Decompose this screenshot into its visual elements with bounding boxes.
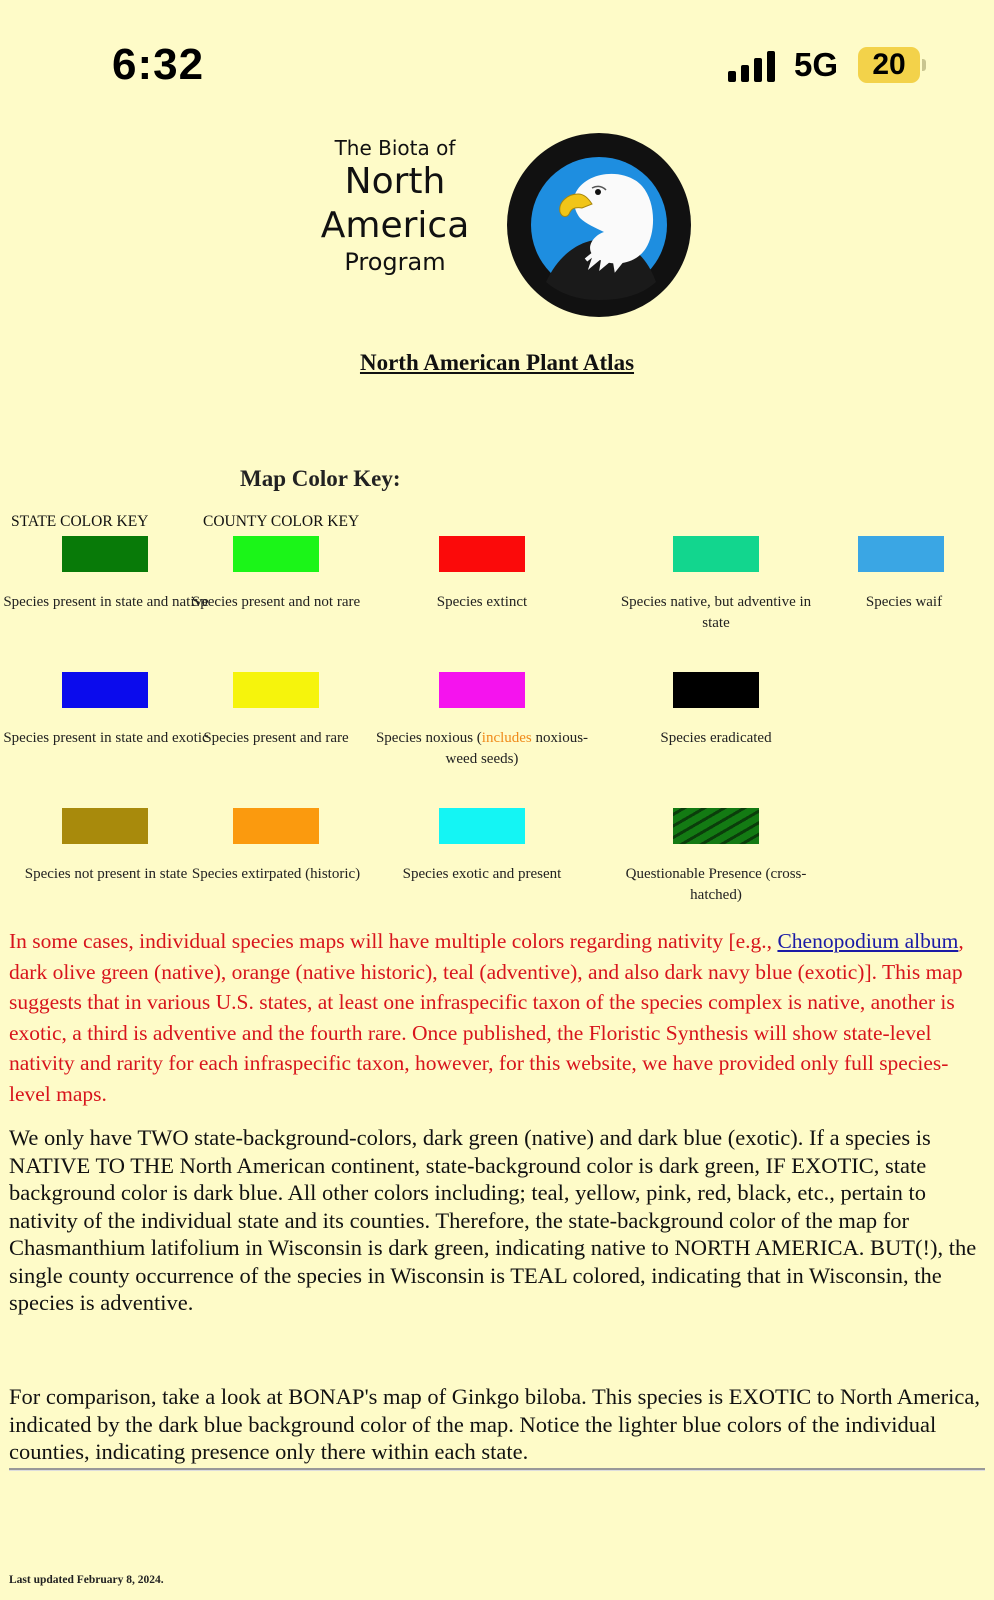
battery-level: 20: [872, 48, 906, 81]
swatch-questionable-crosshatched: [673, 808, 759, 844]
battery-tip: [922, 59, 926, 71]
swatch-present-not-rare: [233, 536, 319, 572]
swatch-eradicated: [673, 672, 759, 708]
background-colors-explanation: We only have TWO state-background-colors, dark green (native) and dark blue (exotic). If a species is NATIVE TO THE North American continent, state-background color is dark green, IF EXOTIC, state background color is dark blue. All other colors including; teal, yellow, pink, red, black, etc., pertain to nativity of the individual state and its counties. Therefore, the state-background color of the map for Chasmanthium latifolium in Wisconsin is dark green, indicating native to NORTH AMERICA. BUT(!), the single county occurrence of the species in Wisconsin is TEAL colored, indicating that in Wisconsin, the species is adventive.: [9, 1125, 977, 1315]
status-time: 6:32: [112, 40, 205, 89]
swatch-present-rare: [233, 672, 319, 708]
label-extirpated: Species extirpated (historic): [191, 866, 361, 882]
label-present-rare: Species present and rare: [203, 730, 349, 746]
swatch-not-present: [62, 808, 148, 844]
label-extinct: Species extinct: [436, 594, 528, 610]
status-bar: [0, 0, 994, 120]
label-eradicated: Species eradicated: [660, 730, 772, 746]
program-title-line3: America: [320, 205, 470, 246]
label-native-adventive: Species native, but adventive in state: [620, 594, 812, 631]
swatch-state-exotic: [62, 672, 148, 708]
label-exotic-present: Species exotic and present: [402, 866, 562, 882]
ginkgo-comparison: For comparison, take a look at BONAP's map of Ginkgo biloba. This species is EXOTIC to North America, indicated by the dark blue background color of the map. Notice the lighter blue colors of the individual counties, indicating presence only there within each state.: [9, 1384, 980, 1464]
swatch-native-adventive: [673, 536, 759, 572]
program-title-line1: The Biota of: [334, 136, 456, 160]
county-color-key-heading: COUNTY COLOR KEY: [203, 513, 360, 530]
label-present-not-rare: Species present and not rare: [191, 594, 361, 610]
program-title-line4: Program: [344, 248, 446, 276]
swatch-extirpated: [233, 808, 319, 844]
nativity-explanation-red: [9, 926, 985, 1109]
label-not-present: Species not present in state: [24, 866, 188, 882]
chenopodium-album-link[interactable]: Chenopodium album: [777, 929, 959, 953]
eagle-logo: [506, 132, 692, 318]
label-noxious-post: noxious-weed seeds): [445, 730, 589, 767]
plant-atlas-link-wrap: [0, 350, 994, 376]
battery-icon: [858, 47, 920, 83]
para-red-pre: In some cases, individual species maps will have multiple colors regarding nativity [e.g.,: [9, 929, 778, 953]
network-type: 5G: [794, 46, 839, 83]
plant-atlas-link[interactable]: North American Plant Atlas: [359, 350, 635, 375]
program-title: [300, 136, 490, 276]
label-state-exotic: Species present in state and exotic: [3, 730, 209, 746]
para-red-post: , dark olive green (native), orange (native historic), teal (adventive), and also dark navy blue (exotic)]. This map suggests that in various U.S. states, at least one infraspecific taxon of the species complex is native, another is exotic, a third is adventive and the fourth rare. Once published, the Floristic Synthesis will show state-level nativity and rarity for each infraspecific taxon, however, for this website, we have provided only full species-level maps.: [9, 929, 964, 1106]
signal-strength-icon: [728, 50, 778, 82]
map-color-key-title: Map Color Key:: [240, 466, 401, 491]
label-noxious-pre: Species noxious (: [375, 730, 482, 746]
swatch-exotic-present: [439, 808, 525, 844]
label-questionable: Questionable Presence (cross-hatched): [625, 866, 807, 903]
divider: [9, 1468, 985, 1471]
swatch-state-native: [62, 536, 148, 572]
state-color-key-heading: STATE COLOR KEY: [11, 513, 149, 530]
swatch-extinct: [439, 536, 525, 572]
swatch-noxious: [439, 672, 525, 708]
program-title-line2: North: [344, 161, 446, 202]
swatch-waif: [858, 536, 944, 572]
label-noxious: [366, 728, 598, 770]
label-state-native: Species present in state and native: [3, 594, 209, 610]
label-noxious-highlight: includes: [481, 730, 532, 746]
last-updated: Last updated February 8, 2024.: [9, 1574, 164, 1586]
label-waif: Species waif: [865, 594, 943, 610]
